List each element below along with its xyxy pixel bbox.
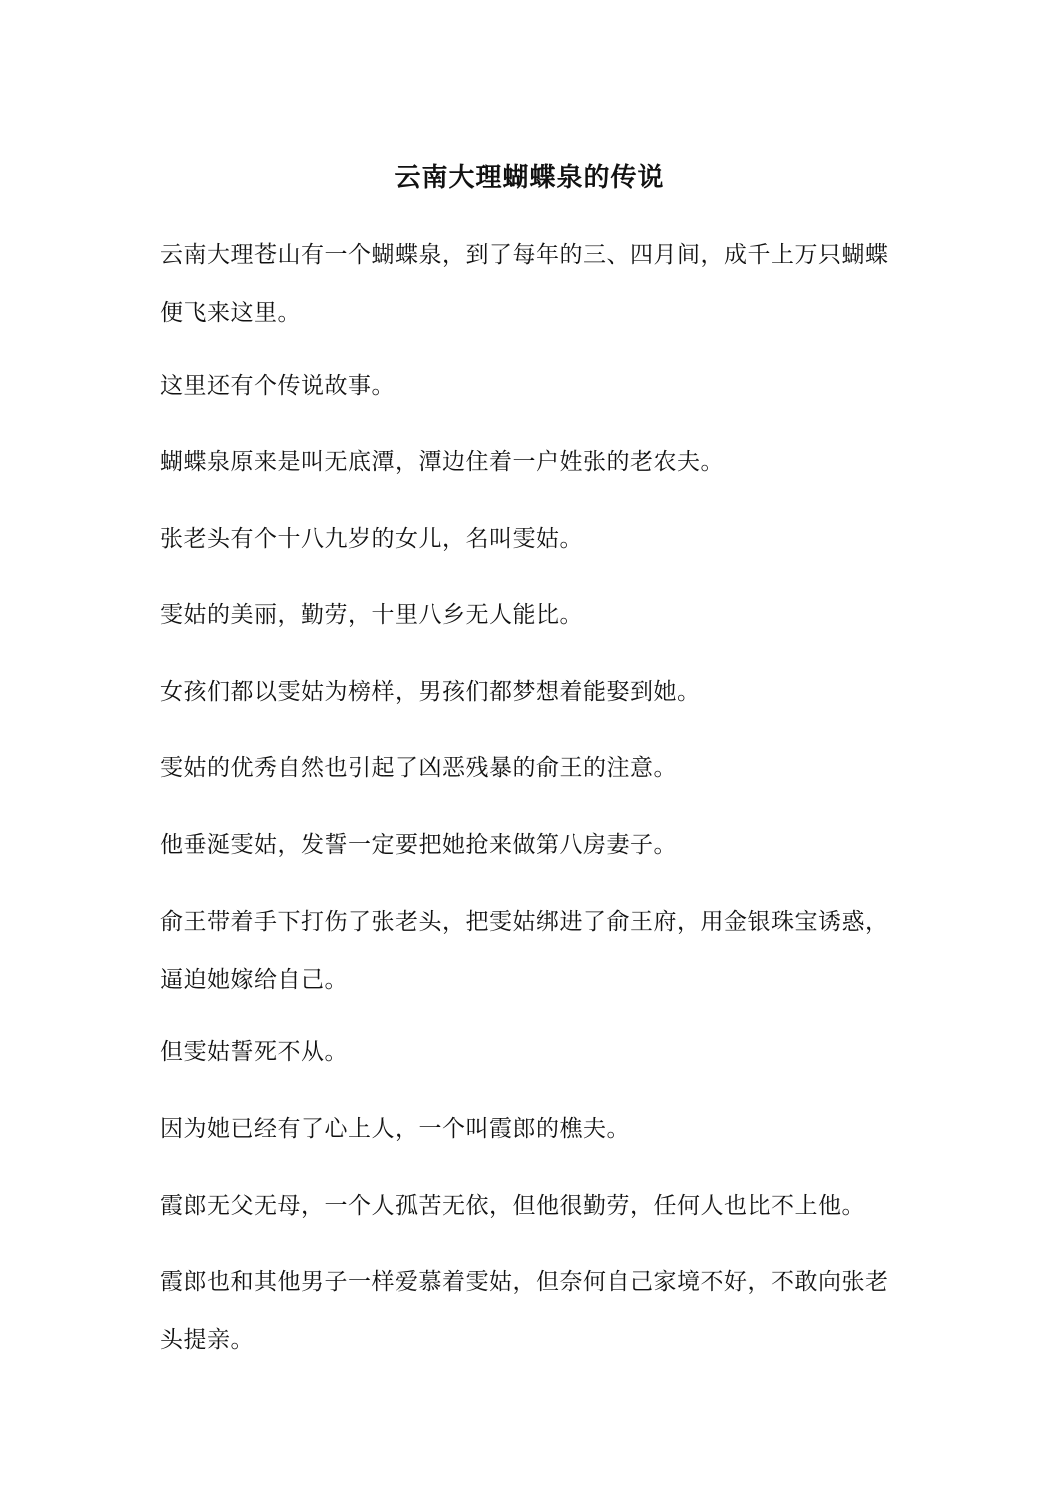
document-title: 云南大理蝴蝶泉的传说 xyxy=(394,163,665,193)
paragraph: 女孩们都以雯姑为榜样，男孩们都梦想着能娶到她。 xyxy=(160,679,701,705)
paragraph: 这里还有个传说故事。 xyxy=(160,373,395,399)
paragraph: 雯姑的优秀自然也引起了凶恶残暴的俞王的注意。 xyxy=(160,755,677,781)
paragraph: 俞王带着手下打伤了张老头，把雯姑绑进了俞王府，用金银珠宝诱惑，逼迫她嫁给自己。 xyxy=(160,909,889,993)
paragraph: 张老头有个十八九岁的女儿，名叫雯姑。 xyxy=(160,526,583,552)
paragraph: 因为她已经有了心上人，一个叫霞郎的樵夫。 xyxy=(160,1116,630,1142)
paragraph: 云南大理苍山有一个蝴蝶泉，到了每年的三、四月间，成千上万只蝴蝶便飞来这里。 xyxy=(160,242,889,326)
paragraph: 他垂涎雯姑，发誓一定要把她抢来做第八房妻子。 xyxy=(160,832,677,858)
paragraph: 雯姑的美丽，勤劳，十里八乡无人能比。 xyxy=(160,602,583,628)
paragraph: 霞郎也和其他男子一样爱慕着雯姑，但奈何自己家境不好，不敢向张老头提亲。 xyxy=(160,1269,889,1353)
paragraph: 霞郎无父无母，一个人孤苦无依，但他很勤劳，任何人也比不上他。 xyxy=(160,1193,865,1219)
paragraph: 但雯姑誓死不从。 xyxy=(160,1039,348,1065)
paragraph: 蝴蝶泉原来是叫无底潭，潭边住着一户姓张的老农夫。 xyxy=(160,449,724,475)
